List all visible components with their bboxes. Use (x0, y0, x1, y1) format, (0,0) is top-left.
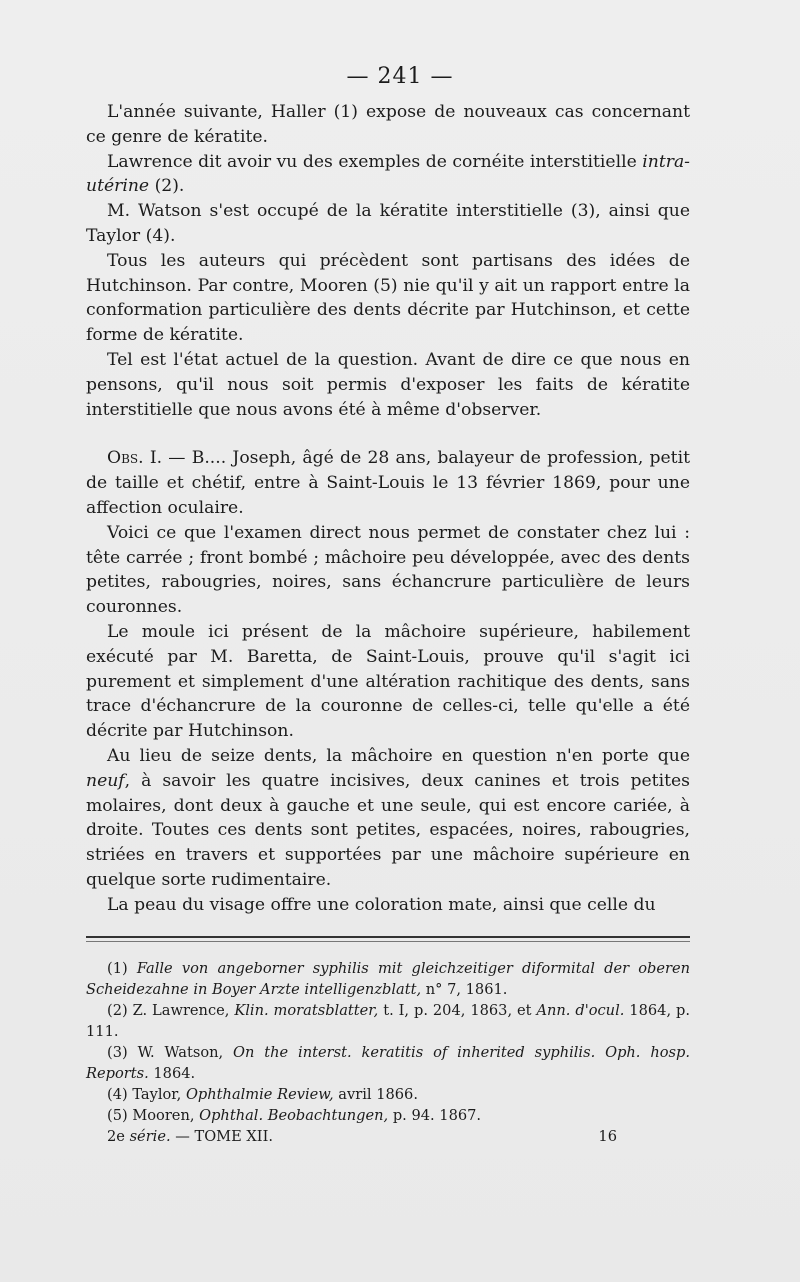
paragraph (86, 348, 690, 422)
paragraph-text: M. Watson s'est occupé de la kératite interstitielle (3), ainsi que Taylor (4). (86, 201, 690, 246)
paragraph (86, 150, 690, 200)
paragraph (86, 893, 690, 918)
footnote-number: (1) (107, 960, 137, 977)
italic-term: intra-utérine (86, 151, 690, 197)
footnote-number: (5) (107, 1107, 133, 1124)
footnote-title: Ophthalmie Review, (185, 1086, 334, 1103)
paragraph-text: La peau du visage offre une coloration mate, ainsi que celle du (107, 894, 656, 915)
footnote-title: Ann. d'ocul. (536, 1002, 625, 1019)
footnote-text: 1864. (148, 1065, 196, 1082)
footnotes (86, 958, 690, 1126)
paragraph (86, 199, 690, 249)
paragraph (86, 446, 690, 520)
footnote-title: Falle von angeborner syphilis mit gleichzeitiger diformital der oberen Scheidezahne in Boyer Arzte intelligenzblatt, (86, 960, 691, 998)
footnote-2 (86, 1000, 690, 1042)
footnote-text: t. I, p. 204, 1863, et (378, 1002, 537, 1019)
paragraph-text: , à savoir les quatre incisives, deux canines et trois petites molaires, dont deux à gauche et une seule, qui est encore cariée, à droite. Toutes ces dents sont petites, espacées, noires, rabougries, striées en travers et supportées par une mâchoire supérieure en quelque sorte rudimentaire. (86, 770, 690, 890)
footnote-text: Z. Lawrence, (132, 1002, 235, 1019)
footnote-text: 1864, p. 111. (86, 1002, 690, 1040)
paragraph (86, 249, 690, 348)
footnote-text: n° 7, 1861. (421, 981, 508, 998)
footnote-1 (86, 958, 690, 1000)
paragraph (86, 521, 690, 620)
footnote-number: (2) (107, 1002, 133, 1019)
paragraph-text: Tel est l'état actuel de la question. Avant de dire ce que nous en pensons, qu'il nous soit permis d'exposer les faits de kératite interstitielle que nous avons été à même d'observer. (86, 349, 690, 420)
footnote-number: (3) (107, 1044, 138, 1061)
paragraph-text: Voici ce que l'examen direct nous permet de constater chez lui : tête carrée ; front bombé ; mâchoire peu développée, avec des dents petites, rabougries, noires, sans échancrure particulière de leurs couronnes. (86, 522, 690, 618)
footnote-divider (86, 936, 690, 942)
footnote-3 (86, 1042, 690, 1084)
signature-mark: 16 (598, 1128, 617, 1145)
footnote-4 (86, 1084, 690, 1105)
paragraph-text: Le moule ici présent de la mâchoire supérieure, habilement exécuté par M. Baretta, de Saint-Louis, prouve qu'il s'agit ici purement et simplement d'une altération rachitique des dents, sans trace d'échancrure de la couronne de celles-ci, telle qu'elle a été décrite par Hutchinson. (86, 621, 690, 742)
page-number: — 241 — (346, 64, 454, 89)
volume-info (107, 1128, 273, 1145)
footnote-text: p. 94. 1867. (388, 1107, 482, 1124)
paragraph (86, 744, 690, 893)
main-text (86, 100, 690, 918)
paragraph-text: Lawrence dit avoir vu des exemples de cornéite interstitielle (107, 151, 643, 172)
paragraph-text: Tous les auteurs qui précèdent sont partisans des idées de Hutchinson. Par contre, Mooren (5) nie qu'il y ait un rapport entre la conformation particulière des dents décrite par Hutchinson, et cette forme de kératite. (86, 250, 690, 346)
footnote-title: On the interst. keratitis of inherited syphilis. Oph. hosp. Reports. (86, 1044, 690, 1082)
footnote-text: avril 1866. (333, 1086, 418, 1103)
series-number: 2e (107, 1128, 130, 1145)
paragraph-text: L'année suivante, Haller (1) expose de nouveaux cas concernant ce genre de kératite. (86, 102, 690, 147)
footnote-number: (4) (107, 1086, 133, 1103)
series-label: série. (129, 1128, 171, 1145)
paragraph (86, 100, 690, 150)
paragraph-text: (2). (149, 176, 185, 197)
footnote-5 (86, 1105, 690, 1126)
tome-label: — TOME XII. (170, 1128, 273, 1145)
paragraph-text: — B.... Joseph, âgé de 28 ans, balayeur de profession, petit de taille et chétif, entre à Saint-Louis le 13 février 1869, pour une affection oculaire. (86, 448, 690, 518)
footnote-text: Mooren, (132, 1107, 200, 1124)
footnote-title: Ophthal. Beobachtungen, (199, 1107, 389, 1124)
footnote-text: W. Watson, (137, 1044, 234, 1061)
paragraph (86, 620, 690, 744)
italic-term: neuf (86, 770, 125, 791)
paragraph-text: Au lieu de seize dents, la mâchoire en question n'en porte que (107, 745, 690, 766)
footnote-text: Taylor, (132, 1086, 186, 1103)
observation-label: Obs. I. (107, 448, 163, 469)
footnote-title: Klin. moratsblatter, (234, 1002, 379, 1019)
